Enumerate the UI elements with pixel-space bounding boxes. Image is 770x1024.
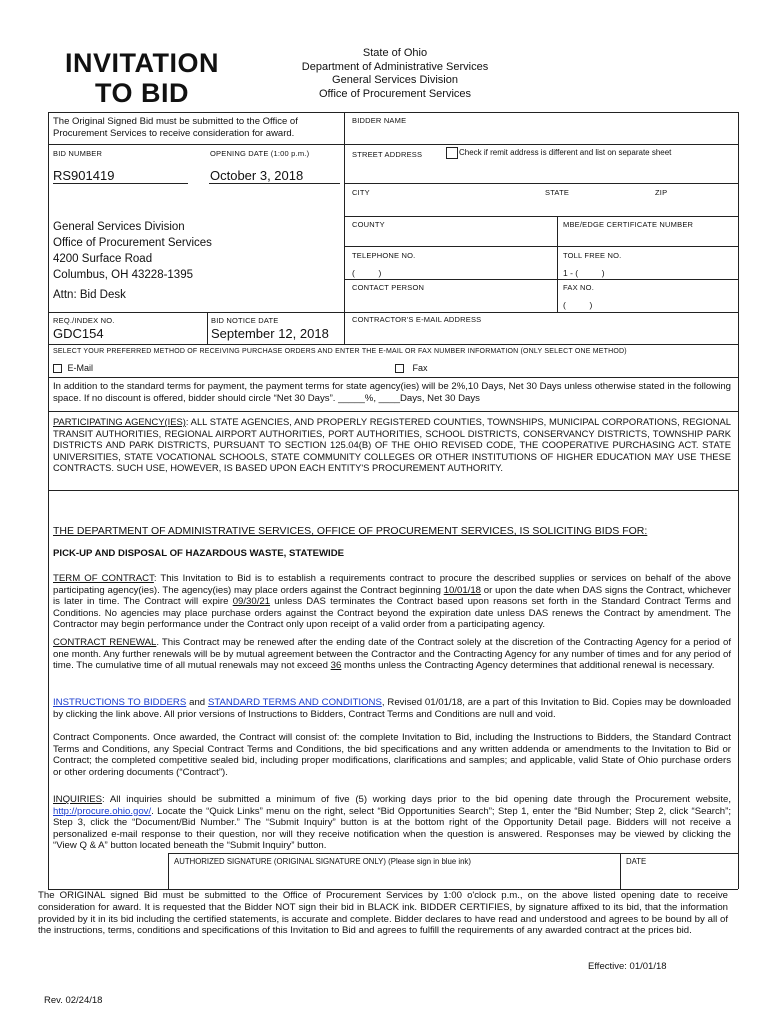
rule-signature-top bbox=[168, 853, 738, 854]
signature-left-border bbox=[168, 853, 169, 889]
bid-number-label: BID NUMBER bbox=[53, 149, 103, 158]
bid-notice-value: September 12, 2018 bbox=[211, 326, 329, 341]
email-checkbox[interactable] bbox=[53, 364, 62, 373]
effective-date: Effective: 01/01/18 bbox=[588, 961, 667, 972]
right-inner-divider bbox=[557, 216, 558, 312]
term-start-date: 10/01/18 bbox=[443, 584, 482, 596]
rule-left-2 bbox=[48, 312, 344, 313]
inquiries bbox=[53, 794, 731, 852]
form-top-rule bbox=[48, 112, 738, 113]
title-line-2: TO BID bbox=[94, 78, 189, 108]
participating-agencies bbox=[53, 416, 731, 474]
rule-right-5 bbox=[344, 279, 738, 280]
instructions-text: , Revised 01/01/18, are a part of this Invitation to Bid. Copies may be downloaded by clicking the link above. All prior versions of Instructions to Bidders, Contract Terms and Conditions are null and void. bbox=[53, 697, 731, 720]
column-divider bbox=[344, 112, 345, 344]
opening-date-underline bbox=[209, 183, 340, 184]
agency-line-4: Office of Procurement Services bbox=[318, 87, 472, 100]
opening-date-value: October 3, 2018 bbox=[210, 168, 304, 183]
bid-number-underline bbox=[53, 183, 188, 184]
term-end-date: 09/30/21 bbox=[232, 596, 271, 608]
inquiries-heading: INQUIRIES bbox=[53, 794, 103, 805]
address-line-2: Office of Procurement Services bbox=[53, 237, 212, 249]
telephone-placeholder: ( ) bbox=[352, 268, 382, 278]
tollfree-placeholder: 1 - ( ) bbox=[563, 268, 605, 278]
signature-label[interactable]: AUTHORIZED SIGNATURE (ORIGINAL SIGNATURE ONLY) (Please sign in blue ink) bbox=[174, 857, 471, 866]
req-index-value: GDC154 bbox=[53, 326, 104, 341]
instructions-paragraph bbox=[53, 697, 731, 720]
subject-heading: PICK-UP AND DISPOSAL OF HAZARDOUS WASTE, STATEWIDE bbox=[53, 548, 345, 559]
state-label[interactable]: STATE bbox=[545, 188, 570, 197]
term-text-1: : This Invitation to Bid is to establish a requirements contract to procure the described supplies or services on behalf of the above participating agency(ies). The agency(ies) may place orders against the Contract beginning bbox=[53, 573, 731, 596]
title-line-1: INVITATION bbox=[65, 48, 219, 78]
fax-placeholder: ( ) bbox=[563, 300, 593, 310]
rule-left-1 bbox=[48, 144, 344, 145]
req-divider bbox=[207, 312, 208, 344]
rule-right-3 bbox=[344, 216, 738, 217]
term-text-3: unless DAS terminates the Contract based upon reasons set forth in the Standard Contract Terms and Conditions. No agencies may place purchase orders against the Contract beyond the expiration date unless DAS renews the Contract by amendment. The Contractor may begin performance under the Contract only upon receipt of a valid order from a participating agency. bbox=[53, 596, 731, 631]
rule-participating-bottom bbox=[48, 490, 738, 491]
agency-line-3: General Services Division bbox=[332, 74, 458, 86]
opening-date-label: OPENING DATE (1:00 p.m.) bbox=[210, 149, 310, 158]
term-of-contract bbox=[53, 573, 731, 631]
address-line-3: 4200 Surface Road bbox=[53, 253, 153, 265]
instructions-and: and bbox=[186, 697, 208, 708]
contact-label[interactable]: CONTACT PERSON bbox=[352, 283, 425, 292]
document-title bbox=[48, 48, 236, 108]
method-email-option[interactable] bbox=[53, 363, 93, 373]
tollfree-label[interactable]: TOLL FREE NO. bbox=[563, 251, 622, 260]
email-label[interactable]: CONTRACTOR'S E-MAIL ADDRESS bbox=[352, 315, 482, 324]
agency-line-2: Department of Administrative Services bbox=[301, 60, 489, 73]
county-label[interactable]: COUNTY bbox=[352, 220, 385, 229]
renewal-text-1: . This Contract may be renewed after the ending date of the Contract solely at the discretion of the Contracting Agency for a period of one month. Any further renewals will be by mutual agreement between the Contractor and the Contracting Agency for any number of times and for any period of time. The cumulative time of all mutual renewals may not exceed bbox=[53, 637, 732, 672]
city-label[interactable]: CITY bbox=[352, 188, 370, 197]
address-line-1: General Services Division bbox=[53, 221, 185, 233]
method-label: SELECT YOUR PREFERRED METHOD OF RECEIVING PURCHASE ORDERS AND ENTER THE E-MAIL OR FAX NUMBER INFORMATION (ONLY SELECT ONE METHOD) bbox=[53, 348, 627, 355]
address-line-4: Columbus, OH 43228-1395 bbox=[53, 269, 193, 281]
payment-terms: In addition to the standard terms for payment, the payment terms for state agency(ies) will be 2%,10 Days, Net 30 Days unless otherwise stated in the following space. If no discount is offered, bidder should circle “Net 30 Days”. _____%, ____Days, Net 30 Days bbox=[53, 381, 731, 404]
submit-note: The Original Signed Bid must be submitted to the Office of Procurement Services to receive consideration for award. bbox=[53, 116, 298, 139]
bidder-name-label[interactable]: BIDDER NAME bbox=[352, 116, 407, 125]
signature-date-divider bbox=[620, 853, 621, 889]
footer-certification: The ORIGINAL signed Bid must be submitted to the Office of Procurement Services by 1:00 o'clock p.m., on the above listed opening date to receive consideration for award. It is requested that the Bidder NOT sign their bid in BLACK ink. BIDDER CERTIFIES, by signature affixed to its bid, that the information provided by it in its bid including the certified statements, is accurate and complete. Bidder declares to have read and understood and agrees to be bound by all of the instructions, terms, conditions and specifications of this Invitation to Bid and agrees to fulfill the requirements of any awarded contract at the prices bid. bbox=[38, 890, 728, 937]
renewal-months: 36 bbox=[330, 660, 342, 672]
mbe-label[interactable]: MBE/EDGE CERTIFICATE NUMBER bbox=[563, 220, 694, 229]
rule-right-2 bbox=[344, 183, 738, 184]
soliciting-heading: THE DEPARTMENT OF ADMINISTRATIVE SERVICES, OFFICE OF PROCUREMENT SERVICES, IS SOLICITING BIDS FOR: bbox=[53, 525, 648, 537]
fax-option-label: Fax bbox=[412, 363, 428, 373]
mailing-address bbox=[53, 219, 212, 303]
form-left-border bbox=[48, 112, 49, 889]
remit-check-label: Check if remit address is different and list on separate sheet bbox=[459, 148, 672, 157]
renewal-text-2: months unless the Contracting Agency determines that additional renewal is necessary. bbox=[341, 660, 715, 672]
form-right-border bbox=[738, 112, 739, 889]
rule-payment-bottom bbox=[48, 411, 738, 412]
inquiries-text-1: : All inquiries should be submitted a minimum of five (5) working days prior to the bid opening date through the Procurement website, bbox=[102, 794, 731, 805]
address-line-5: Attn: Bid Desk bbox=[53, 289, 126, 301]
rule-method-top bbox=[48, 344, 738, 345]
fax-label[interactable]: FAX NO. bbox=[563, 283, 594, 292]
participating-text: : ALL STATE AGENCIES, AND PROPERLY REGISTERED COUNTIES, TOWNSHIPS, MUNICIPAL CORPORATIONS, REGIONAL TRANSIT AUTHORITIES, REGIONAL AIRPORT AUTHORITIES, PORT AUTHORITIES, SCHOOL DISTRICTS, CONSERVANCY DISTRICTS, TOWNSHIP PARK DISTRICTS AND PARK DISTRICTS, PURSUANT TO SECTION 125.04(B) OF THE OHIO REVISED CODE, THE COOPERATIVE PURCHASING ACT. STATE UNIVERSITIES, STATE VOCATIONAL SCHOOLS, STATE COMMUNITY COLLEGES OR OTHER INSTITUTIONS OF HIGHER EDUCATION MAY USE THESE CONTRACTS. SUCH USE, HOWEVER, IS BASED UPON EACH ENTITY'S PROCUREMENT AUTHORITY. bbox=[53, 416, 731, 474]
instructions-link[interactable]: INSTRUCTIONS TO BIDDERS bbox=[53, 697, 187, 708]
bid-notice-label: BID NOTICE DATE bbox=[211, 316, 279, 325]
remit-checkbox[interactable] bbox=[446, 147, 458, 159]
revision-date: Rev. 02/24/18 bbox=[44, 995, 103, 1006]
rule-right-6 bbox=[344, 312, 738, 313]
inquiries-text-2: . Locate the “Quick Links” menu on the right, select “Bid Opportunities Search”; Step 1, enter the “Bid Number; Step 2, click “Search”; Step 3, click the “Document/Bid Number.” The “Submit Inquiry” button is at the bottom right of the Opportunity Detail page. Bidders will not receive a personalized e-mail response to their question, nor will they receive notification when the question is answered. Responses may be viewed by clicking the “View Q & A” button located beneath the “Submit Inquiry” button. bbox=[53, 805, 731, 852]
terms-conditions-link[interactable]: STANDARD TERMS AND CONDITIONS bbox=[207, 697, 382, 708]
term-text-2: or upon the date when DAS signs the Contract, whichever is later in time. The Contract will expire bbox=[53, 584, 731, 608]
participating-heading: PARTICIPATING AGENCY(IES) bbox=[53, 416, 186, 427]
renewal-heading: CONTRACT RENEWAL bbox=[53, 637, 157, 648]
zip-label[interactable]: ZIP bbox=[655, 188, 668, 197]
rule-right-4 bbox=[344, 246, 738, 247]
rule-right-1 bbox=[344, 144, 738, 145]
agency-line-1: State of Ohio bbox=[362, 47, 428, 59]
rule-method-bottom bbox=[48, 377, 738, 378]
telephone-label[interactable]: TELEPHONE NO. bbox=[352, 251, 416, 260]
date-label[interactable]: DATE bbox=[626, 857, 647, 866]
email-option-label: E-Mail bbox=[67, 363, 94, 373]
street-address-label[interactable]: STREET ADDRESS bbox=[352, 150, 423, 159]
bid-number-value: RS901419 bbox=[53, 168, 115, 183]
fax-checkbox[interactable] bbox=[395, 364, 404, 373]
contract-components: Contract Components. Once awarded, the Contract will consist of: the complete Invitation to Bid, including the Instructions to Bidders, the Standard Contract Terms and Conditions, any Special Contract Terms and Conditions, the bid specifications and any written addenda or amendments to the Invitation to Bid or Contract; the completed competitive sealed bid, including proper modifications, clarifications and samples; and applicable, valid State of Ohio purchase orders or other ordering documents (“Contract”). bbox=[53, 732, 731, 778]
method-fax-option[interactable] bbox=[395, 363, 428, 373]
contract-renewal bbox=[53, 637, 731, 672]
agency-header bbox=[270, 47, 520, 101]
req-index-label: REQ./INDEX NO. bbox=[53, 316, 115, 325]
procure-website-link[interactable]: http://procure.ohio.gov/ bbox=[53, 805, 152, 817]
term-heading: TERM OF CONTRACT bbox=[53, 573, 154, 584]
